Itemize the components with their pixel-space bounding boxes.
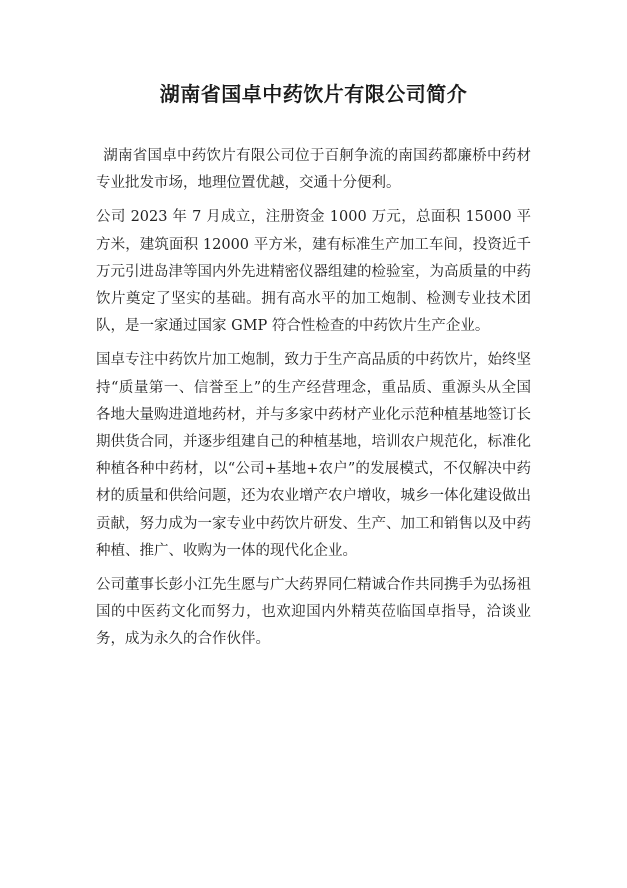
page-title: 湖南省国卓中药饮片有限公司简介 xyxy=(159,82,468,106)
paragraph-business: 国卓专注中药饮片加工炮制，致力于生产高品质的中药饮片，始终坚持“质量第一、信誉至上”的生产经营理念，重品质、重源头从全国各地大量购进道地药材，并与多家中药材产业化示范种植基地签订长期供货合同，并逐步组建自己的种植基地，培训农户规范化，标准化种植各种中药材，以“公司+基地+农户”的发展模式，不仅解决中药材的质量和供给问题，还为农业增产农户增收，城乡一体化建设做出贡献，努力成为一家专业中药饮片研发、生产、加工和销售以及中药种植、推广、收购为一体的现代化企业。 xyxy=(96,352,531,559)
paragraph-establishment: 公司 2023 年 7 月成立，注册资金 1000 万元，总面积 15000 平方米，建筑面积 12000 平方米，建有标准生产加工车间，投资近千万元引进岛津等国内外先进精密仪器组建的检验室，为高质量的中药饮片奠定了坚实的基础。拥有高水平的加工炮制、检测专业技术团队，是一家通过国家 GMP 符合性检查的中药饮片生产企业。 xyxy=(96,209,531,335)
paragraph-location: 湖南省国卓中药饮片有限公司位于百舸争流的南国药都廉桥中药材专业批发市场，地理位置优越，交通十分便利。 xyxy=(96,148,531,192)
paragraph-chairman: 公司董事长彭小江先生愿与广大药界同仁精诚合作共同携手为弘扬祖国的中医药文化而努力，也欢迎国内外精英莅临国卓指导，洽谈业务，成为永久的合作伙伴。 xyxy=(96,577,531,648)
document-body xyxy=(96,143,531,661)
